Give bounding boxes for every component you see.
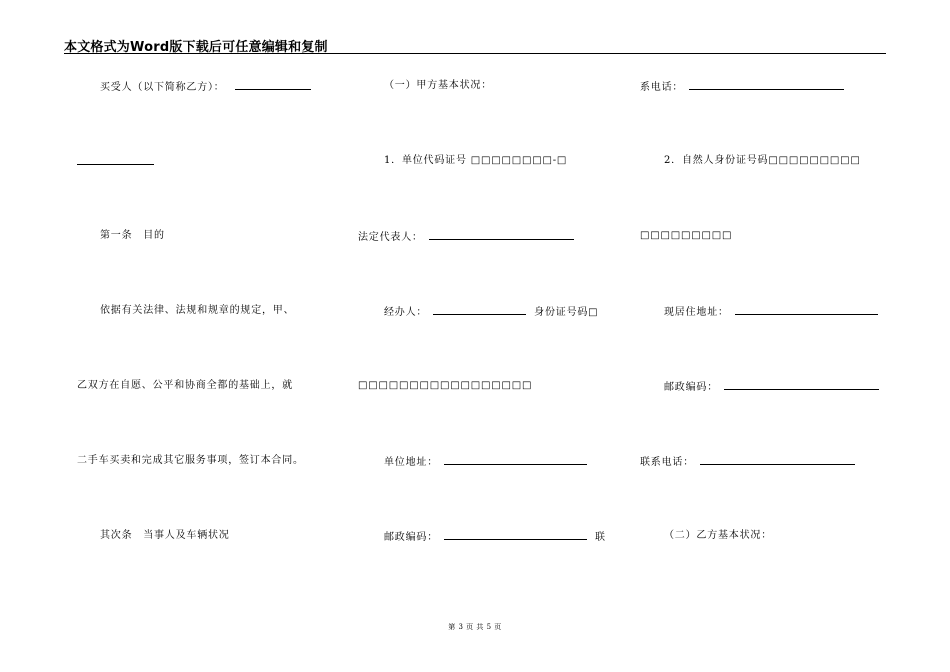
org-address-line — [384, 455, 587, 469]
buyer-blank-cont-line — [77, 155, 154, 169]
org-address-blank — [444, 455, 587, 465]
legal-rep-blank — [429, 230, 574, 240]
org-address-label: 单位地址： — [384, 457, 438, 468]
phone-tail-blank — [689, 80, 844, 90]
residence-label: 现居住地址： — [664, 307, 729, 318]
natural-id-boxes-cont: □□□□□□□□□ — [640, 230, 733, 241]
buyer-blank — [235, 80, 311, 90]
b-postcode-blank — [724, 380, 879, 390]
party-a-heading: （一）甲方基本状况： — [384, 80, 492, 91]
page-number: 第 3 页 共 5 页 — [448, 623, 502, 631]
document-header-title: 本文格式为Word版下载后可任意编辑和复制 — [64, 40, 328, 55]
party-b-heading: （二）乙方基本状况： — [664, 530, 772, 541]
legal-rep-label: 法定代表人： — [358, 232, 423, 243]
article-2-heading: 其次条 当事人及车辆状况 — [100, 530, 230, 541]
article-1-heading: 第一条 目的 — [100, 230, 165, 241]
paragraph-line-3: 二手车买卖和完成其它服务事项，签订本合同。 — [77, 455, 304, 466]
residence-line — [664, 305, 878, 319]
legal-rep-line — [358, 230, 574, 244]
agent-id-boxes: □□□□□□□□□□□□□□□□□ — [358, 380, 533, 391]
agent-label: 经办人： — [384, 307, 428, 318]
b-phone-line — [640, 455, 855, 469]
b-postcode-label: 邮政编码： — [664, 382, 718, 393]
org-postcode-label: 邮政编码： — [384, 532, 438, 543]
header-divider — [64, 53, 886, 54]
phone-tail-label: 系电话： — [640, 82, 684, 93]
agent-id-label: 身份证号码□ — [534, 307, 599, 318]
paragraph-line-1: 依据有关法律、法规和规章的规定，甲、 — [100, 305, 295, 316]
residence-blank — [735, 305, 878, 315]
natural-id-line: 2．自然人身份证号码□□□□□□□□□ — [664, 155, 861, 166]
agent-line — [384, 305, 598, 319]
org-postcode-line — [384, 530, 606, 544]
buyer-blank-cont — [77, 155, 154, 165]
paragraph-line-2: 乙双方在自愿、公平和协商全都的基础上，就 — [77, 380, 293, 391]
agent-blank — [433, 305, 526, 315]
b-postcode-line — [664, 380, 879, 394]
buyer-label: 买受人（以下简称乙方）： — [100, 82, 225, 93]
phone-tail-line — [640, 80, 844, 94]
contact-prefix: 联 — [594, 532, 606, 543]
org-code-line: 1．单位代码证号 □□□□□□□□-□ — [384, 155, 568, 166]
b-phone-blank — [700, 455, 855, 465]
org-postcode-blank — [444, 530, 587, 540]
b-phone-label: 联系电话： — [640, 457, 694, 468]
buyer-line — [100, 80, 311, 94]
